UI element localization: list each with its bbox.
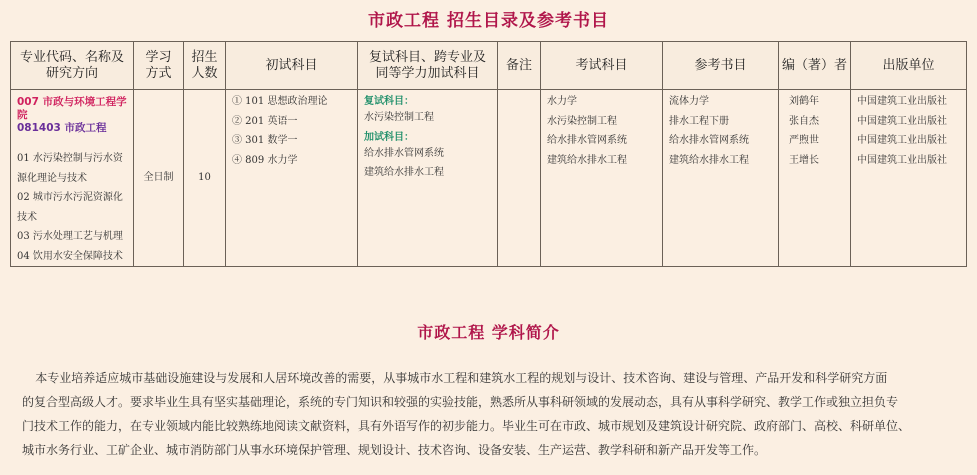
exam-subject: 水力学	[547, 96, 577, 107]
major-name: 081403 市政工程	[17, 122, 107, 134]
header-retest-subjects: 复试科目、跨专业及同等学力加试科目	[358, 42, 498, 90]
publisher: 中国建筑工业出版社	[857, 135, 947, 146]
header-authors: 编（著）者	[779, 42, 851, 90]
publishers-cell	[851, 90, 967, 267]
retest-subject: 水污染控制工程	[364, 112, 434, 123]
author: 刘鹤年	[789, 96, 819, 107]
ref-books-cell	[663, 90, 779, 267]
publisher: 中国建筑工业出版社	[857, 115, 947, 127]
intro-line: 城市水务行业、工矿企业、城市消防部门从事水环境保护管理、规划设计、技术咨询、设备安装、生产运营、教学科研和新产品开发等工作。	[22, 443, 767, 457]
direction-item: 02 城市污水污泥资源化技术	[17, 192, 123, 223]
initial-subject: ② 201 英语一	[232, 115, 298, 127]
ref-book: 排水工程下册	[669, 115, 729, 127]
ref-book: 建筑给水排水工程	[669, 154, 749, 166]
author: 严煦世	[789, 135, 819, 146]
initial-subject: ④ 809 水力学	[232, 154, 298, 166]
initial-subjects-cell	[226, 90, 358, 267]
enrollment-cell: 10	[184, 90, 226, 267]
exam-subject: 建筑给水排水工程	[547, 154, 627, 166]
extra-label: 加试科目：	[364, 131, 414, 143]
extra-subject: 建筑给水排水工程	[364, 167, 444, 178]
author: 张自杰	[789, 115, 819, 127]
catalog-title: 市政工程 招生目录及参考书目	[368, 11, 609, 31]
direction-item: 03 污水处理工艺与机理	[17, 231, 123, 242]
intro-line: 门技术工作的能力，在专业领域内能比较熟练地阅读文献资料，具有外语写作的初步能力。毕业生可在市政、城市规划及建筑设计研究院、政府部门、高校、科研单位、	[22, 419, 911, 433]
authors-cell	[779, 90, 851, 267]
ref-book: 给水排水管网系统	[669, 135, 749, 146]
header-exam-subjects: 考试科目	[541, 42, 663, 90]
initial-subject: ① 101 思想政治理论	[232, 96, 328, 107]
exam-subject: 给水排水管网系统	[547, 135, 627, 146]
exam-subject: 水污染控制工程	[547, 115, 617, 127]
table-row	[11, 90, 967, 267]
intro-line: 的复合型高级人才。要求毕业生具有坚实基础理论，系统的专门知识和较强的实验技能，熟悉所从事科研领域的发展动态，具有从事科学研究、教学工作或独立担负专	[22, 395, 899, 409]
header-publishers: 出版单位	[851, 42, 967, 90]
header-remark: 备注	[498, 42, 541, 90]
study-mode-cell: 全日制	[134, 90, 184, 267]
ref-book: 流体力学	[669, 96, 709, 107]
publisher: 中国建筑工业出版社	[857, 154, 947, 166]
exam-subjects-cell	[541, 90, 663, 267]
intro-paragraph	[22, 366, 957, 462]
retest-label: 复试科目：	[364, 96, 414, 107]
catalog-table	[10, 41, 967, 267]
direction-item: 04 饮用水安全保障技术	[17, 250, 123, 262]
intro-title: 市政工程 学科简介	[417, 323, 560, 342]
intro-line: 本专业培养适应城市基础设施建设与发展和人居环境改善的需要，从事城市水工程和建筑水工程的规划与设计、技术咨询、建设与管理、产品开发和科学研究方面	[35, 371, 888, 385]
header-major: 专业代码、名称及研究方向	[11, 42, 134, 90]
retest-cell	[358, 90, 498, 267]
publisher: 中国建筑工业出版社	[857, 96, 947, 107]
initial-subject: ③ 301 数学一	[232, 135, 298, 146]
header-study-mode: 学习方式	[134, 42, 184, 90]
header-enrollment: 招生人数	[184, 42, 226, 90]
dept-name: 007 市政与环境工程学院	[17, 96, 127, 121]
remark-cell	[498, 90, 541, 267]
extra-subject: 给水排水管网系统	[364, 147, 444, 159]
author: 王增长	[789, 154, 819, 166]
direction-item: 01 水污染控制与污水资源化理论与技术	[17, 153, 123, 184]
header-ref-books: 参考书目	[663, 42, 779, 90]
table-header-row	[11, 42, 967, 90]
major-cell	[11, 90, 134, 267]
header-initial-subjects: 初试科目	[226, 42, 358, 90]
